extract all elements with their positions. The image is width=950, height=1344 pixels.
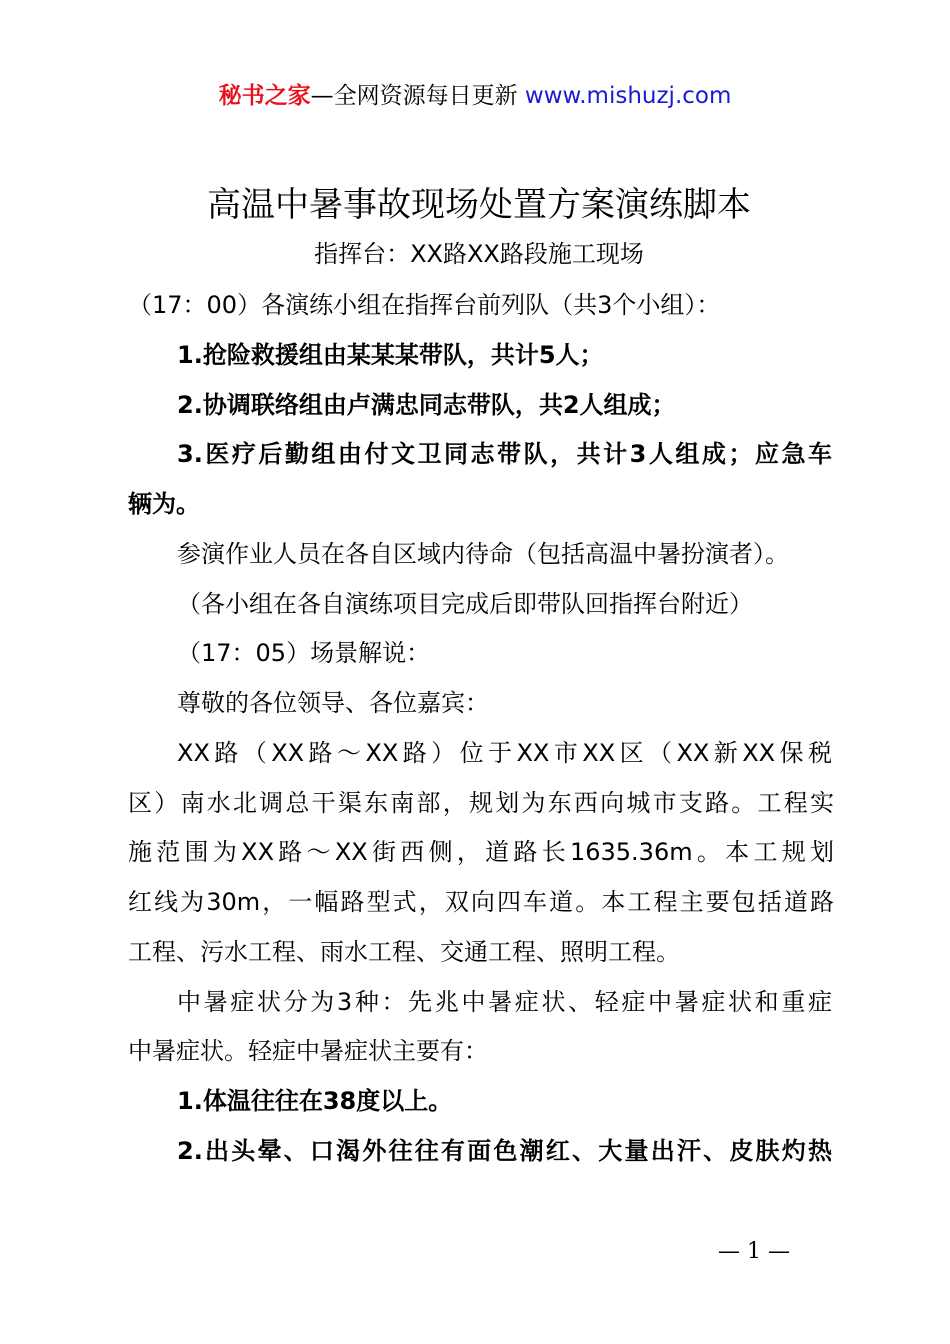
body-line-symptoms-1: 中暑症状分为3种：先兆中暑症状、轻症中暑症状和重症 xyxy=(177,988,832,1016)
body-line-group-3: 3.医疗后勤组由付文卫同志带队，共计3人组成；应急车 xyxy=(177,440,832,468)
body-line-standby: 参演作业人员在各自区域内待命（包括高温中暑扮演者）。 xyxy=(177,540,789,568)
page-number: — 1 — xyxy=(718,1239,790,1264)
body-line-symptoms-2: 中暑症状。轻症中暑症状主要有： xyxy=(128,1037,488,1065)
document-subtitle: 指挥台：XX路XX路段施工现场 xyxy=(314,240,644,268)
body-line-symptom-item-1: 1.体温往往在38度以上。 xyxy=(177,1087,453,1115)
body-line-project-2: 区）南水北调总干渠东南部，规划为东西向城市支路。工程实 xyxy=(128,789,834,817)
site-slogan: —全网资源每日更新 xyxy=(310,83,525,109)
body-line-project-4: 红线为30m，一幅路型式，双向四车道。本工程主要包括道路 xyxy=(128,888,834,916)
body-line-project-5: 工程、污水工程、雨水工程、交通工程、照明工程。 xyxy=(128,938,680,966)
body-line-schedule-1700: （17：00）各演练小组在指挥台前列队（共3个小组）： xyxy=(128,291,721,319)
body-line-return-note: （各小组在各自演练项目完成后即带队回指挥台附近） xyxy=(177,590,753,618)
body-line-greeting: 尊敬的各位领导、各位嘉宾： xyxy=(177,689,489,717)
site-header xyxy=(0,80,950,112)
site-brand: 秘书之家 xyxy=(218,83,311,109)
body-line-symptom-item-2: 2.出头晕、口渴外往往有面色潮红、大量出汗、皮肤灼热 xyxy=(177,1137,832,1165)
body-line-project-3: 施范围为XX路～XX街西侧，道路长1635.36m。本工规划 xyxy=(128,838,834,866)
body-line-group-3-cont: 辆为。 xyxy=(128,490,200,518)
body-line-group-1: 1.抢险救援组由某某某带队，共计5人； xyxy=(177,341,604,369)
body-line-project-1: XX路（XX路～XX路）位于XX市XX区（XX新XX保税 xyxy=(177,739,832,767)
body-line-group-2: 2.协调联络组由卢满忠同志带队，共2人组成； xyxy=(177,391,676,419)
site-url[interactable]: www.mishuzj.com xyxy=(524,83,732,109)
document-title: 高温中暑事故现场处置方案演练脚本 xyxy=(207,185,751,225)
body-line-schedule-1705: （17：05）场景解说： xyxy=(177,639,431,667)
